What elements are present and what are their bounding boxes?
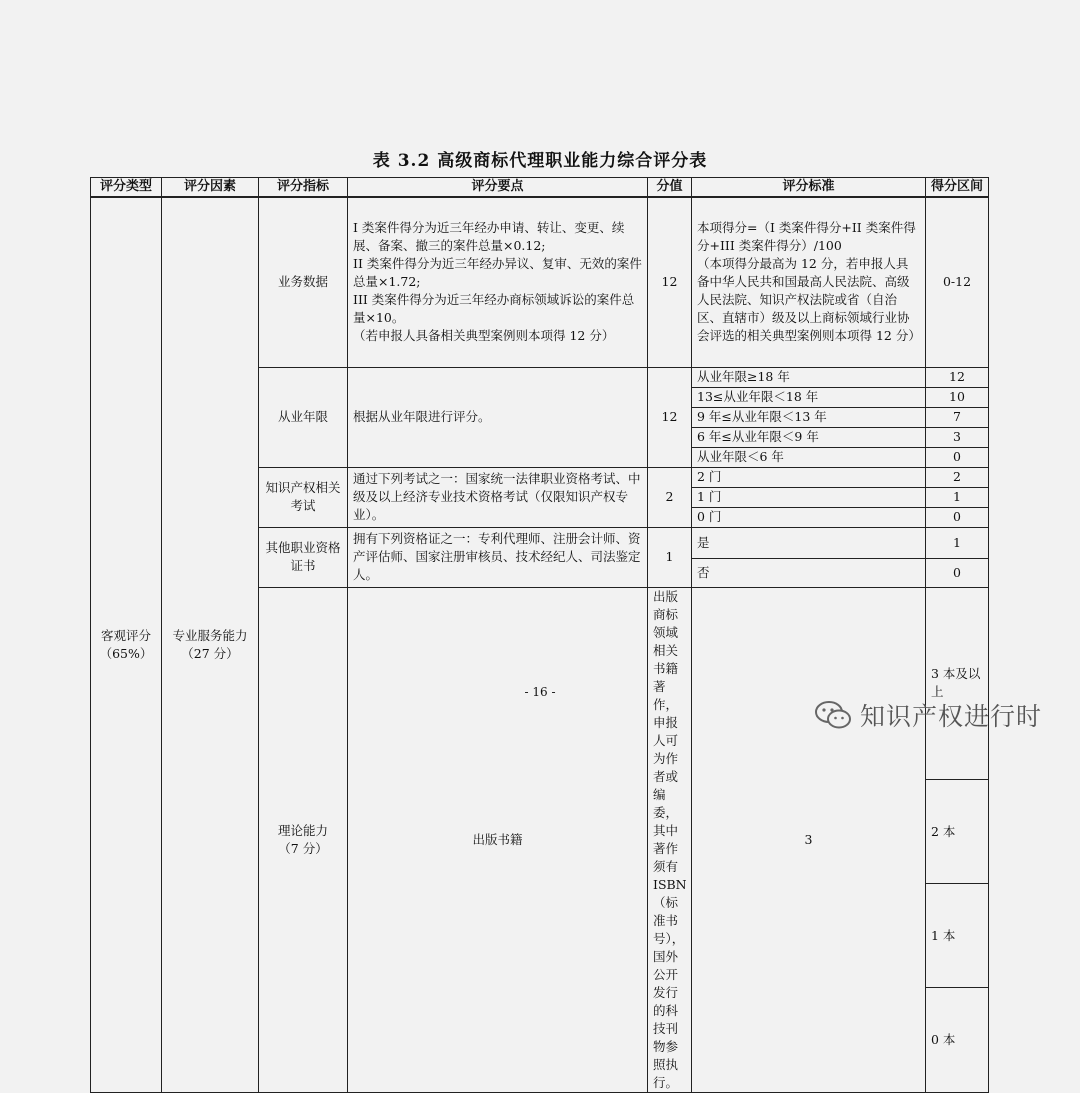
factor-cell [259, 587, 348, 1092]
level-value: 3 [926, 427, 989, 447]
type-cell [91, 197, 162, 1092]
page-number: - 16 - [524, 685, 556, 699]
level-label: 1 门 [692, 487, 926, 507]
level-label: 9 年≤从业年限＜13 年 [692, 407, 926, 427]
level-value: 0 [926, 447, 989, 467]
level-label: 6 年≤从业年限＜9 年 [692, 427, 926, 447]
level-value: 7 [926, 407, 989, 427]
watermark [814, 698, 1042, 732]
points-line: I 类案件得分为近三年经办申请、转让、变更、续展、备案、撤三的案件总量×0.12; [353, 220, 625, 254]
level-value: 12 [926, 367, 989, 387]
level-label: 3 本及以上 [926, 587, 989, 780]
level-label: 13≤从业年限＜18 年 [692, 387, 926, 407]
standard-cell [692, 197, 926, 367]
level-value: 1 [926, 487, 989, 507]
header-cell: 评分类型 [91, 178, 162, 198]
level-label: 否 [692, 558, 926, 587]
type-weight: （65%） [99, 645, 153, 661]
indicator-name: 从业年限 [259, 367, 348, 467]
header-cell: 评分因素 [162, 178, 259, 198]
factor-points: （27 分） [181, 645, 239, 661]
indicator-name: 其他职业资格证书 [259, 527, 348, 587]
points-cell [348, 197, 648, 367]
level-label: 2 门 [692, 467, 926, 487]
table-title: 表 3.2 高级商标代理职业能力综合评分表 [372, 151, 708, 171]
level-value: 2 [926, 467, 989, 487]
header-row [91, 178, 989, 198]
factor-points: （7 分） [278, 840, 328, 856]
level-label: 从业年限≥18 年 [692, 367, 926, 387]
indicator-name: 业务数据 [259, 197, 348, 367]
points-line: III 类案件得分为近三年经办商标领域诉讼的案件总量×10。 [353, 292, 635, 326]
header-cell: 评分标准 [692, 178, 926, 198]
score-cell: 2 [648, 467, 692, 527]
indicator-name: 出版书籍 [348, 587, 648, 1092]
level-value: 10 [926, 387, 989, 407]
header-cell: 评分指标 [259, 178, 348, 198]
factor-cell [162, 197, 259, 1092]
standard-line: （本项得分最高为 12 分，若申报人具备中华人民共和国最高人民法院、高级人民法院、知识产权法院或省（自治区、直辖市）级及以上商标领域行业协会评选的相关典型案例则本项得 12 分） [697, 256, 921, 344]
score-cell: 12 [648, 367, 692, 467]
scoring-table [90, 177, 989, 1093]
score-cell: 12 [648, 197, 692, 367]
level-value: 0 [926, 507, 989, 527]
watermark-text: 知识产权进行时 [859, 702, 1042, 731]
wechat-icon [814, 700, 852, 730]
score-cell: 1 [648, 527, 692, 587]
level-value: 0 [926, 558, 989, 587]
score-cell: 3 [692, 587, 926, 1092]
factor-name: 理论能力 [277, 822, 328, 838]
points-line: （若申报人具备相关典型案例则本项得 12 分） [353, 328, 615, 344]
factor-name: 专业服务能力 [172, 627, 248, 643]
level-label: 从业年限＜6 年 [692, 447, 926, 467]
table-row [91, 197, 989, 367]
range-cell: 0-12 [926, 197, 989, 367]
indicator-name: 知识产权相关考试 [259, 467, 348, 527]
header-cell: 分值 [648, 178, 692, 198]
level-value: 1 [926, 527, 989, 558]
points-cell: 通过下列考试之一：国家统一法律职业资格考试、中级及以上经济专业技术资格考试（仅限知识产权专业）。 [348, 467, 648, 527]
level-label: 是 [692, 527, 926, 558]
type-name: 客观评分 [100, 627, 151, 643]
level-label: 0 本 [926, 988, 989, 1092]
points-cell: 拥有下列资格证之一：专利代理师、注册会计师、资产评估师、国家注册审核员、技术经纪人、司法鉴定人。 [348, 527, 648, 587]
level-label: 2 本 [926, 780, 989, 884]
header-cell: 得分区间 [926, 178, 989, 198]
points-line: II 类案件得分为近三年经办异议、复审、无效的案件总量×1.72; [353, 256, 642, 290]
header-cell: 评分要点 [348, 178, 648, 198]
level-label: 1 本 [926, 884, 989, 988]
standard-line: 本项得分=（I 类案件得分+II 类案件得分+III 类案件得分）/100 [697, 220, 916, 254]
points-cell: 出版商标领域相关书籍著作，申报人可为作者或编委，其中著作须有 ISBN（标准书号），国外公开发行的科技刊物参照执行。 [648, 587, 692, 1092]
level-label: 0 门 [692, 507, 926, 527]
points-cell: 根据从业年限进行评分。 [348, 367, 648, 467]
